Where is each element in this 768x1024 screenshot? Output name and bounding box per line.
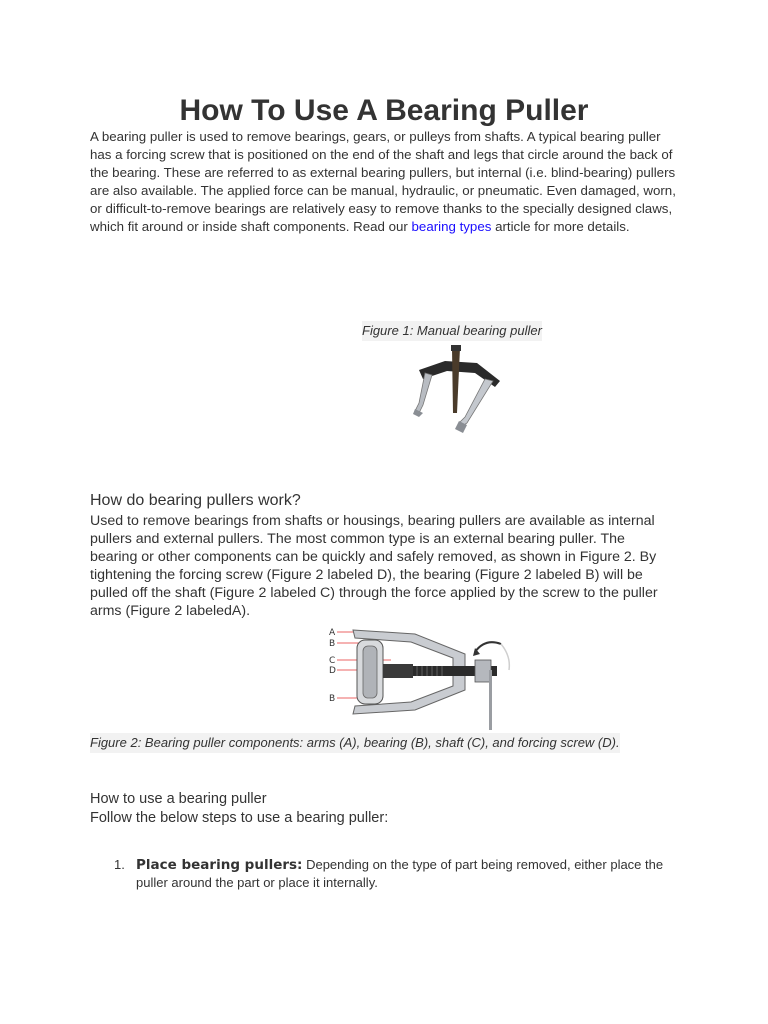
figure1-caption: Figure 1: Manual bearing puller	[362, 321, 542, 341]
manual-bearing-puller-image	[405, 343, 505, 438]
fig2-label-a: A	[329, 628, 336, 638]
fig2-label-c: C	[329, 656, 336, 666]
intro-text: A bearing puller is used to remove bearings, gears, or pulleys from shafts. A typical bearing puller has a forcing screw that is positioned on the end of the shaft and legs that circle around the back of the bearing. These are referred to as external bearing pullers, but internal (i.e. blind-bearing) pullers are also available. The applied force can be manual, hydraulic, or pneumatic. Even damaged, worn, or difficult-to-remove bearings are relatively easy to remove thanks to the specially designed claws, which fit around or inside shaft components. Read our	[90, 129, 676, 234]
page-title: How To Use A Bearing Puller	[179, 94, 589, 127]
section-heading-how-use: How to use a bearing puller	[90, 791, 267, 807]
bearing-puller-components-diagram	[325, 624, 515, 732]
section-heading-how-work: How do bearing pullers work?	[90, 492, 301, 509]
bearing-types-link[interactable]: bearing types	[411, 219, 492, 234]
step-number: 1.	[114, 857, 125, 872]
step-title: Place bearing pullers:	[136, 857, 303, 873]
step-text: Depending on the type of part being removed, either place the puller around the part or place it internally.	[136, 857, 664, 890]
steps-list	[90, 856, 680, 892]
list-item	[90, 856, 680, 892]
fig2-label-b-top: B	[329, 639, 336, 649]
intro-tail: article for more details.	[491, 219, 630, 234]
fig2-label-b-bottom: B	[329, 694, 336, 704]
section-body-how-work: Used to remove bearings from shafts or housings, bearing pullers are available as internal pullers and external pullers. The most common type is an external bearing puller. The bearing or other components can be quickly and safely removed, as shown in Figure 2. By tightening the forcing screw (Figure 2 labeled D), the bearing (Figure 2 labeled B) will be pulled off the shaft (Figure 2 labeled C) through the force applied by the screw to the puller arms (Figure 2 labeledA).	[90, 513, 658, 619]
fig2-label-d: D	[329, 666, 336, 676]
intro-paragraph	[90, 128, 680, 236]
figure2-caption: Figure 2: Bearing puller components: arms (A), bearing (B), shaft (C), and forcing screw (D).	[90, 733, 620, 753]
section-lead-how-use: Follow the below steps to use a bearing puller:	[90, 810, 389, 826]
